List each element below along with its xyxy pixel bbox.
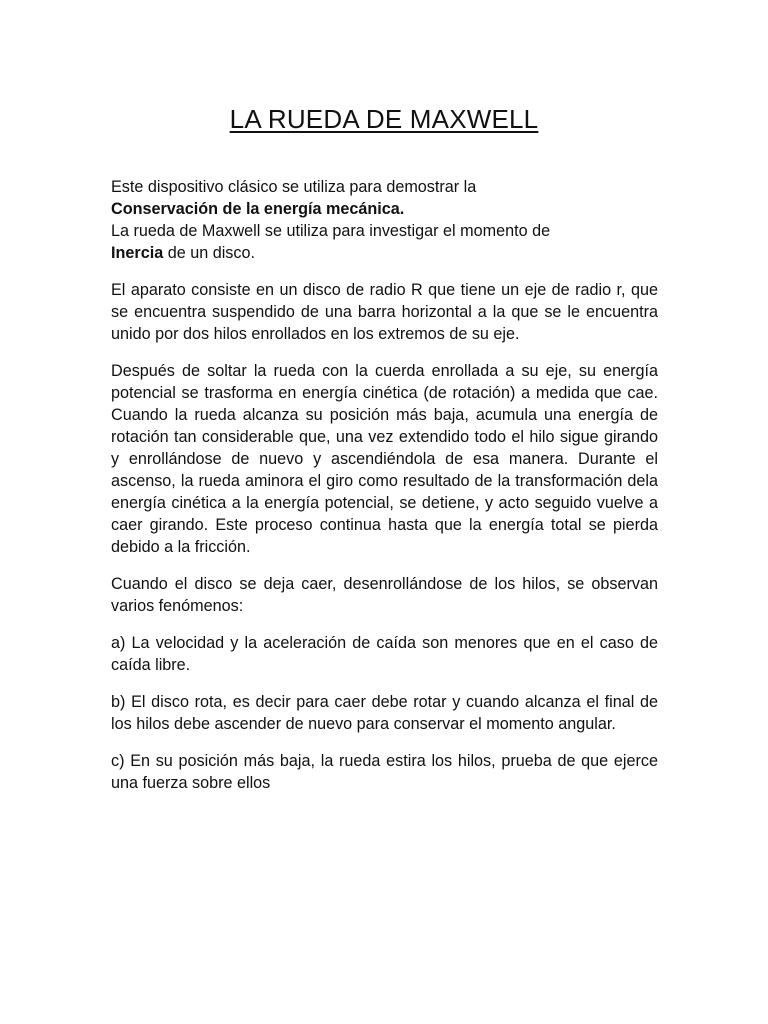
paragraph-phenomenon-a: a) La velocidad y la aceleración de caída son menores que en el caso de caída libre.	[111, 634, 658, 674]
intro-line-3: La rueda de Maxwell se utiliza para investigar el momento de	[111, 222, 551, 240]
paragraph-process: Después de soltar la rueda con la cuerda enrollada a su eje, su energía potencial se trasforma en energía cinética (de rotación) a medida que cae. Cuando la rueda alcanza su posición más baja, acumula una energía de rotación tan considerable que, una vez extendido todo el hilo sigue girando y enrollándose de nuevo y ascendiéndola de esa manera. Durante el ascenso, la rueda aminora el giro como resultado de la transformación dela energía cinética a la energía potencial, se detiene, y acto seguido vuelve a caer girando. Este proceso continua hasta que la energía total se pierda debido a la fricción.	[111, 362, 658, 556]
paragraph-phenomenon-c: c) En su posición más baja, la rueda estira los hilos, prueba de que ejerce una fuerza sobre ellos	[111, 752, 658, 792]
paragraph-apparatus: El aparato consiste en un disco de radio R que tiene un eje de radio r, que se encuentra suspendido de una barra horizontal a la que se le encuentra unido por dos hilos enrollados en los extremos de su eje.	[111, 281, 658, 343]
intro-line-4-rest: de un disco.	[163, 244, 255, 262]
intro-paragraph	[111, 176, 658, 264]
paragraph-phenomena-intro: Cuando el disco se deja caer, desenrollándose de los hilos, se observan varios fenómenos:	[111, 575, 658, 615]
paragraph-phenomenon-b: b) El disco rota, es decir para caer debe rotar y cuando alcanza el final de los hilos debe ascender de nuevo para conservar el momento angular.	[111, 693, 658, 733]
intro-line-4	[111, 242, 658, 264]
intro-line-2-bold: Conservación de la energía mecánica.	[111, 200, 405, 218]
intro-line-1: Este dispositivo clásico se utiliza para demostrar la	[111, 178, 477, 196]
intro-inercia-bold: Inercia	[111, 244, 164, 262]
document-title: LA RUEDA DE MAXWELL	[229, 104, 539, 134]
document-body	[111, 176, 658, 809]
